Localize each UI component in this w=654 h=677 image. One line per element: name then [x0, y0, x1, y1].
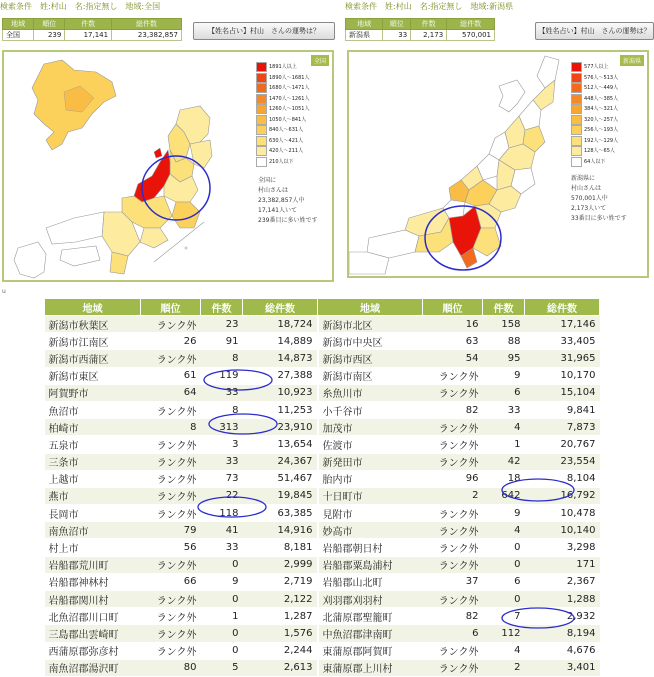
cell-region[interactable]: 三島郡出雲崎町: [45, 625, 141, 642]
cell-total: 2,244: [243, 642, 318, 659]
cell-rank: 16: [423, 316, 483, 333]
cell-total: 14,889: [243, 333, 318, 350]
legend-item: 1891人以上: [256, 62, 309, 73]
table-row: [45, 436, 600, 453]
header-count: 件数: [65, 19, 112, 30]
legend-item: 256人～193人: [571, 125, 618, 136]
map-summary-text: 全国に 村山さんは 23,382,857人中 17,141人いて 239番目に多い姓です: [258, 177, 318, 224]
col-rank: 順位: [423, 299, 483, 316]
cell-count: 9: [483, 367, 525, 384]
cell-count: 18: [483, 470, 525, 487]
cell-rank: ランク外: [423, 642, 483, 659]
col-count: 件数: [201, 299, 243, 316]
niigata-panel: [345, 0, 654, 290]
cell-rank: 33: [383, 30, 411, 41]
cell-count: 0: [483, 556, 525, 573]
niigata-map-box: [347, 50, 649, 278]
legend-item: 210人以下: [256, 157, 309, 168]
cell-count: 1: [201, 608, 243, 625]
cell-region[interactable]: 新潟市西蒲区: [45, 350, 141, 367]
cell-rank: ランク外: [141, 591, 201, 608]
header-region: 地域: [3, 19, 34, 30]
cell-count: 5: [201, 659, 243, 676]
cell-total: 63,385: [243, 505, 318, 522]
table-row: [45, 625, 600, 642]
cell-region[interactable]: 岩船郡荒川町: [45, 556, 141, 573]
cell-region[interactable]: 岩船郡山北町: [318, 573, 423, 590]
cell-region[interactable]: 新潟市北区: [318, 316, 423, 333]
cell-total: 9,841: [525, 401, 600, 418]
municipality-table: [44, 298, 600, 677]
cell-total: 2,367: [525, 573, 600, 590]
legend-item: 512人～449人: [571, 83, 618, 94]
cell-rank: 56: [141, 539, 201, 556]
cell-count: 4: [483, 522, 525, 539]
cell-rank: ランク外: [141, 316, 201, 333]
cell-total: 14,916: [243, 522, 318, 539]
col-region: 地域: [45, 299, 141, 316]
cell-rank: 37: [423, 573, 483, 590]
cell-count: 8: [201, 350, 243, 367]
cell-region[interactable]: 西蒲原郡弥彦村: [45, 642, 141, 659]
cell-rank: 8: [141, 419, 201, 436]
cell-region[interactable]: 三条市: [45, 453, 141, 470]
cell-count: 2,173: [411, 30, 447, 41]
cell-total: 15,104: [525, 384, 600, 401]
map-legend: [256, 62, 309, 167]
cell-total: 33,405: [525, 333, 600, 350]
cell-region[interactable]: 糸魚川市: [318, 384, 423, 401]
col-total: 総件数: [243, 299, 318, 316]
cell-rank: ランク外: [423, 591, 483, 608]
cell-rank: 239: [34, 30, 65, 41]
cell-total: 7,873: [525, 419, 600, 436]
cell-total: 1,576: [243, 625, 318, 642]
legend-item: 576人～513人: [571, 73, 618, 84]
cell-region[interactable]: 胎内市: [318, 470, 423, 487]
search-condition: 検索条件 姓:村山 名:指定無し 地域:全国: [0, 2, 161, 11]
cell-count: 8: [201, 401, 243, 418]
cell-region[interactable]: 上越市: [45, 470, 141, 487]
table-row: [45, 350, 600, 367]
legend-item: 448人～385人: [571, 94, 618, 105]
cell-total: 23,554: [525, 453, 600, 470]
legend-item: 1470人～1261人: [256, 94, 309, 105]
table-row: [45, 505, 600, 522]
cell-total: 1,288: [525, 591, 600, 608]
cell-total: 2,999: [243, 556, 318, 573]
cell-total: 8,104: [525, 470, 600, 487]
cell-region: 新潟県: [346, 30, 383, 41]
cell-region[interactable]: 十日町市: [318, 487, 423, 504]
cell-rank: ランク外: [423, 367, 483, 384]
cell-rank: ランク外: [141, 642, 201, 659]
cell-rank: 66: [141, 573, 201, 590]
stray-mark: u: [2, 288, 6, 295]
table-row: [45, 333, 600, 350]
cell-count: 95: [483, 350, 525, 367]
cell-rank: ランク外: [141, 436, 201, 453]
cell-rank: ランク外: [141, 608, 201, 625]
cell-rank: 79: [141, 522, 201, 539]
cell-rank: 80: [141, 659, 201, 676]
cell-rank: 96: [423, 470, 483, 487]
cell-count: 4: [483, 419, 525, 436]
cell-region[interactable]: 岩船郡関川村: [45, 591, 141, 608]
cell-total: 4,676: [525, 642, 600, 659]
cell-rank: ランク外: [423, 436, 483, 453]
cell-count: 41: [201, 522, 243, 539]
cell-count: 0: [201, 625, 243, 642]
cell-total: 10,478: [525, 505, 600, 522]
map-region-label: 全国: [311, 55, 329, 66]
header-count: 件数: [411, 19, 447, 30]
table-row: [45, 573, 600, 590]
cell-count: 33: [483, 401, 525, 418]
cell-total: 27,388: [243, 367, 318, 384]
header-region: 地域: [346, 19, 383, 30]
table-row: [45, 522, 600, 539]
japan-map-box: [2, 50, 334, 282]
cell-total: 13,654: [243, 436, 318, 453]
cell-count: 0: [201, 591, 243, 608]
cell-rank: 6: [423, 625, 483, 642]
table-row: [45, 487, 600, 504]
cell-count: 0: [483, 591, 525, 608]
legend-item: 128人～65人: [571, 146, 618, 157]
table-row: [45, 470, 600, 487]
cell-region[interactable]: 岩船郡朝日村: [318, 539, 423, 556]
map-summary-text: 新潟県に 村山さんは 570,001人中 2,173人いて 33番目に多い姓です: [571, 175, 627, 222]
cell-rank: 26: [141, 333, 201, 350]
cell-rank: 82: [423, 401, 483, 418]
cell-total: 8,181: [243, 539, 318, 556]
cell-count: 642: [483, 487, 525, 504]
cell-count: 0: [201, 642, 243, 659]
cell-region[interactable]: 新潟市東区: [45, 367, 141, 384]
cell-rank: ランク外: [141, 453, 201, 470]
cell-count: 7: [483, 608, 525, 625]
cell-rank: ランク外: [423, 556, 483, 573]
cell-rank: ランク外: [141, 505, 201, 522]
cell-region[interactable]: 南魚沼郡湯沢町: [45, 659, 141, 676]
table-row: [45, 316, 600, 333]
cell-rank: 64: [141, 384, 201, 401]
col-region: 地域: [318, 299, 423, 316]
cell-rank: ランク外: [423, 453, 483, 470]
cell-count: 313: [201, 419, 243, 436]
cell-region[interactable]: 北蒲原郡聖籠町: [318, 608, 423, 625]
cell-rank: 61: [141, 367, 201, 384]
cell-count: 33: [201, 453, 243, 470]
cell-region[interactable]: 岩船郡粟島浦村: [318, 556, 423, 573]
cell-count: 119: [201, 367, 243, 384]
cell-region[interactable]: 柏崎市: [45, 419, 141, 436]
cell-region[interactable]: 中魚沼郡津南町: [318, 625, 423, 642]
cell-region[interactable]: 東蒲原郡上川村: [318, 659, 423, 676]
table-row: [45, 659, 600, 676]
cell-count: 4: [483, 642, 525, 659]
cell-total: 10,923: [243, 384, 318, 401]
cell-total: 23,910: [243, 419, 318, 436]
cell-count: 158: [483, 316, 525, 333]
cell-count: 91: [201, 333, 243, 350]
cell-region[interactable]: 新潟市秋葉区: [45, 316, 141, 333]
cell-total: 171: [525, 556, 600, 573]
cell-rank: ランク外: [423, 659, 483, 676]
cell-total: 2,613: [243, 659, 318, 676]
cell-region[interactable]: 刈羽郡刈羽村: [318, 591, 423, 608]
fortune-button[interactable]: 【姓名占い】村山 さんの運勢は？: [193, 22, 335, 40]
fortune-button[interactable]: 【姓名占い】村山 さんの運勢は？: [535, 22, 654, 40]
col-total: 総件数: [525, 299, 600, 316]
cell-rank: ランク外: [141, 556, 201, 573]
cell-count: 33: [201, 539, 243, 556]
cell-count: 118: [201, 505, 243, 522]
table-row: [45, 419, 600, 436]
cell-region: 全国: [3, 30, 34, 41]
legend-item: 384人～321人: [571, 104, 618, 115]
cell-total: 2,719: [243, 573, 318, 590]
cell-rank: 63: [423, 333, 483, 350]
cell-rank: ランク外: [141, 625, 201, 642]
cell-rank: ランク外: [423, 522, 483, 539]
col-count: 件数: [483, 299, 525, 316]
cell-region[interactable]: 佐渡市: [318, 436, 423, 453]
cell-total: 17,146: [525, 316, 600, 333]
cell-total: 24,367: [243, 453, 318, 470]
cell-count: 6: [483, 384, 525, 401]
cell-total: 11,253: [243, 401, 318, 418]
cell-total: 1,287: [243, 608, 318, 625]
national-panel: [0, 0, 340, 290]
legend-item: 320人～257人: [571, 115, 618, 126]
table-row: [45, 401, 600, 418]
cell-rank: ランク外: [141, 470, 201, 487]
cell-count: 22: [201, 487, 243, 504]
cell-region[interactable]: 新潟市南区: [318, 367, 423, 384]
legend-item: 1680人～1471人: [256, 83, 309, 94]
cell-count: 9: [483, 505, 525, 522]
cell-total: 16,792: [525, 487, 600, 504]
cell-count: 23: [201, 316, 243, 333]
cell-region[interactable]: 村上市: [45, 539, 141, 556]
cell-count: 112: [483, 625, 525, 642]
cell-rank: ランク外: [423, 384, 483, 401]
cell-total: 19,845: [243, 487, 318, 504]
cell-total: 31,965: [525, 350, 600, 367]
table-header-row: [45, 299, 600, 316]
cell-count: 88: [483, 333, 525, 350]
cell-rank: ランク外: [423, 539, 483, 556]
cell-rank: 54: [423, 350, 483, 367]
cell-total: 51,467: [243, 470, 318, 487]
header-rank: 順位: [34, 19, 65, 30]
header-total: 総件数: [112, 19, 182, 30]
cell-rank: 82: [423, 608, 483, 625]
cell-region[interactable]: 阿賀野市: [45, 384, 141, 401]
cell-region[interactable]: 新潟市江南区: [45, 333, 141, 350]
cell-region[interactable]: 岩船郡神林村: [45, 573, 141, 590]
cell-region[interactable]: 新潟市中央区: [318, 333, 423, 350]
cell-count: 9: [201, 573, 243, 590]
cell-region[interactable]: 南魚沼市: [45, 522, 141, 539]
cell-total: 10,140: [525, 522, 600, 539]
cell-rank: 2: [423, 487, 483, 504]
legend-item: 1260人～1051人: [256, 104, 309, 115]
table-row: [45, 608, 600, 625]
cell-count: 42: [483, 453, 525, 470]
table-row: [45, 367, 600, 384]
cell-region[interactable]: 小千谷市: [318, 401, 423, 418]
col-rank: 順位: [141, 299, 201, 316]
cell-region[interactable]: 北魚沼郡川口町: [45, 608, 141, 625]
cell-count: 73: [201, 470, 243, 487]
cell-region[interactable]: 新潟市西区: [318, 350, 423, 367]
cell-total: 23,382,857: [112, 30, 182, 41]
cell-count: 33: [201, 384, 243, 401]
header-rank: 順位: [383, 19, 411, 30]
table-row: [45, 453, 600, 470]
legend-item: 840人～631人: [256, 125, 309, 136]
cell-total: 570,001: [447, 30, 495, 41]
cell-region[interactable]: 見附市: [318, 505, 423, 522]
cell-rank: ランク外: [141, 401, 201, 418]
cell-count: 2: [483, 659, 525, 676]
cell-total: 10,170: [525, 367, 600, 384]
cell-region[interactable]: 五泉市: [45, 436, 141, 453]
legend-item: 1050人～841人: [256, 115, 309, 126]
cell-rank: ランク外: [423, 419, 483, 436]
cell-total: 8,194: [525, 625, 600, 642]
cell-region[interactable]: 新発田市: [318, 453, 423, 470]
cell-count: 17,141: [65, 30, 112, 41]
cell-region[interactable]: 加茂市: [318, 419, 423, 436]
cell-count: 3: [201, 436, 243, 453]
cell-count: 0: [483, 539, 525, 556]
table-row: [45, 384, 600, 401]
map-region-label: 新潟県: [620, 55, 644, 66]
legend-item: 420人～211人: [256, 146, 309, 157]
table-row: [45, 642, 600, 659]
cell-region[interactable]: 長岡市: [45, 505, 141, 522]
legend-item: 1890人～1681人: [256, 73, 309, 84]
cell-total: 2,122: [243, 591, 318, 608]
legend-item: 64人以下: [571, 157, 618, 168]
cell-total: 20,767: [525, 436, 600, 453]
national-summary-table: [2, 18, 182, 41]
niigata-summary-table: [345, 18, 495, 41]
cell-region[interactable]: 東蒲原郡阿賀町: [318, 642, 423, 659]
cell-total: 18,724: [243, 316, 318, 333]
cell-region[interactable]: 妙高市: [318, 522, 423, 539]
map-legend: [571, 62, 618, 167]
cell-rank: ランク外: [423, 505, 483, 522]
cell-region[interactable]: 燕市: [45, 487, 141, 504]
cell-total: 3,298: [525, 539, 600, 556]
cell-total: 2,932: [525, 608, 600, 625]
table-row: [45, 591, 600, 608]
cell-count: 0: [201, 556, 243, 573]
legend-item: 192人～129人: [571, 136, 618, 147]
cell-rank: ランク外: [141, 350, 201, 367]
table-row: [45, 556, 600, 573]
cell-count: 6: [483, 573, 525, 590]
cell-rank: ランク外: [141, 487, 201, 504]
header-total: 総件数: [447, 19, 495, 30]
legend-item: 630人～421人: [256, 136, 309, 147]
table-row: [45, 539, 600, 556]
cell-count: 1: [483, 436, 525, 453]
search-condition: 検索条件 姓:村山 名:指定無し 地域:新潟県: [345, 2, 514, 11]
cell-total: 14,873: [243, 350, 318, 367]
cell-region[interactable]: 魚沼市: [45, 401, 141, 418]
cell-total: 3,401: [525, 659, 600, 676]
legend-item: 577人以上: [571, 62, 618, 73]
